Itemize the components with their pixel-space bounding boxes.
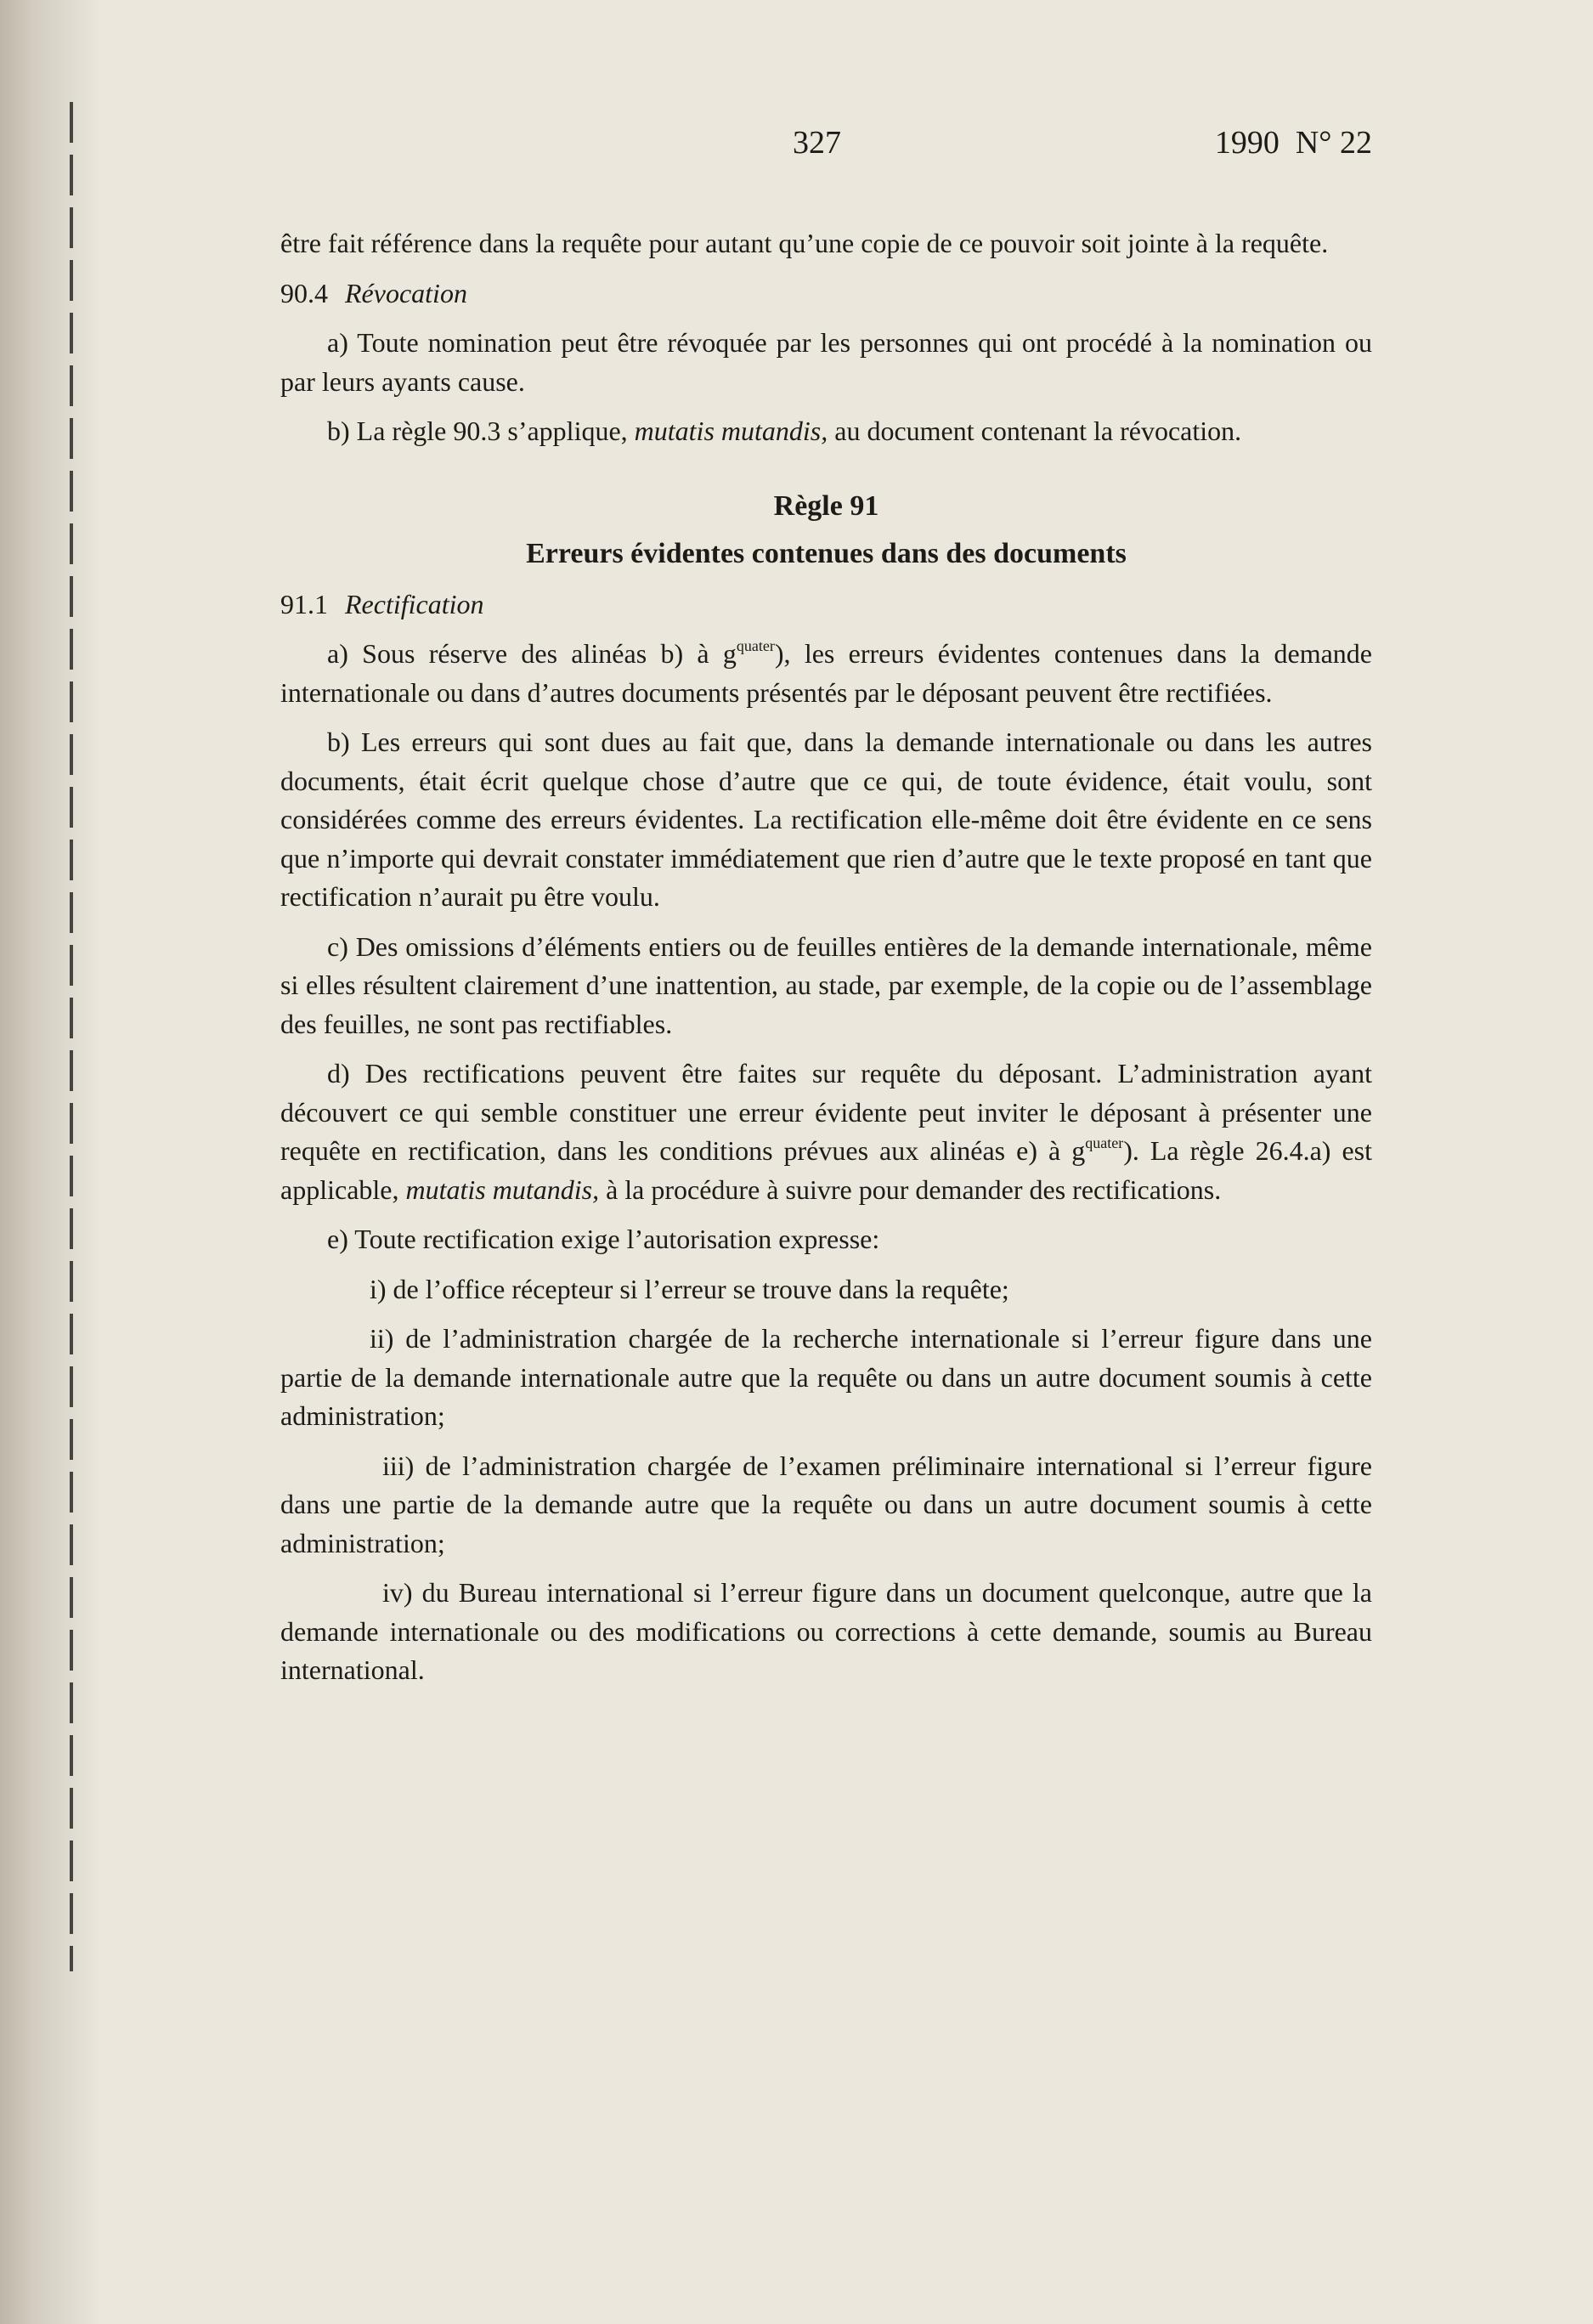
rule-subtitle: Erreurs évidentes contenues dans des documents [526, 537, 1127, 569]
section-number: 90.4 [280, 277, 328, 308]
book-spine-shadow [0, 0, 102, 2324]
text-run: d) Des rectifications peuvent être faites sur requête du déposant. L’administration ayant découvert ce qui semble constituer une erreur évidente peut inviter le déposant à présenter une requête en rectification, dans les conditions prévues aux alinéas e) à g [280, 1058, 1372, 1166]
paragraph-91-1-d [280, 1055, 1372, 1209]
text-run: b) La règle 90.3 s’applique, [327, 416, 635, 446]
paragraph-90-4-b [280, 412, 1372, 451]
rule-title: Règle 91 [773, 489, 879, 522]
paragraph-90-4-a: a) Toute nomination peut être révoquée par les personnes qui ont procédé à la nomination ou par leurs ayants cause. [280, 327, 1372, 397]
page-header [280, 124, 1372, 167]
item-91-1-e-i: i) de l’office récepteur si l’erreur se trouve dans la requête; [370, 1273, 1009, 1304]
year-issue: 1990 N° 22 [1214, 125, 1372, 161]
section-heading-90-4 [280, 274, 1372, 314]
italic-text: mutatis mutandis, [634, 416, 828, 446]
paragraph-91-1-c: c) Des omissions d’éléments entiers ou de feuilles entières de la demande internationale, même si elles résultent clairement d’une inattention, au stade, par exemple, de la copie ou de l’assemblage des feuilles, ne sont pas rectifiables. [280, 930, 1372, 1039]
paragraph-91-1-e: e) Toute rectification exige l’autorisation expresse: [327, 1224, 880, 1254]
text-run: ). La règle 26.4.a) est applicable, [280, 1135, 1373, 1205]
section-title: Révocation [345, 277, 467, 308]
page-number: 327 [793, 125, 841, 161]
continuation-paragraph: être fait référence dans la requête pour autant qu’une copie de ce pouvoir soit jointe à la requête. [280, 228, 1329, 258]
item-91-1-e-iv: iv) du Bureau international si l’erreur figure dans un document quelconque, autre que la demande internationale ou des modifications ou corrections à cette demande, soumis au Bureau international. [280, 1577, 1372, 1685]
gutter-binding-line [70, 102, 73, 1971]
italic-text: mutatis mutandis, [405, 1173, 600, 1205]
text-run: ), les erreurs évidentes contenues dans la demande internationale ou dans d’autres documents présentés par le déposant peuvent être rectifiées. [280, 638, 1373, 708]
section-heading-91-1 [280, 585, 1372, 625]
section-title: Rectification [345, 588, 484, 619]
text-run: au document contenant la révocation. [828, 416, 1242, 446]
superscript: quater [736, 637, 775, 654]
item-91-1-e-iii: iii) de l’administration chargée de l’examen préliminaire international si l’erreur figure dans une partie de la demande autre que la requête ou dans un autre document soumis à cette administration; [280, 1450, 1372, 1558]
item-91-1-e-ii: ii) de l’administration chargée de la recherche internationale si l’erreur figure dans une partie de la demande internationale autre que la requête ou dans un autre document soumis à cette administration; [280, 1323, 1372, 1431]
superscript: quater [1085, 1134, 1124, 1151]
text-run: a) Sous réserve des alinéas b) à g [327, 638, 737, 669]
text-run: à la procédure à suivre pour demander des rectifications. [599, 1173, 1222, 1205]
paragraph-91-1-b: b) Les erreurs qui sont dues au fait que, dans la demande internationale ou dans les autres documents, était écrit quelque chose d’autre que ce qui, de toute évidence, était voulu, sont considérées comme des erreurs évidentes. La rectification elle-même doit être évidente en ce sens que n’importe qui devrait constater immédiatement que rien d’autre que le texte proposé en tant que rectification n’aurait pu être voulu. [280, 727, 1372, 912]
section-number: 91.1 [280, 588, 328, 619]
page-body [280, 224, 1372, 1701]
paragraph-91-1-a [280, 635, 1372, 712]
